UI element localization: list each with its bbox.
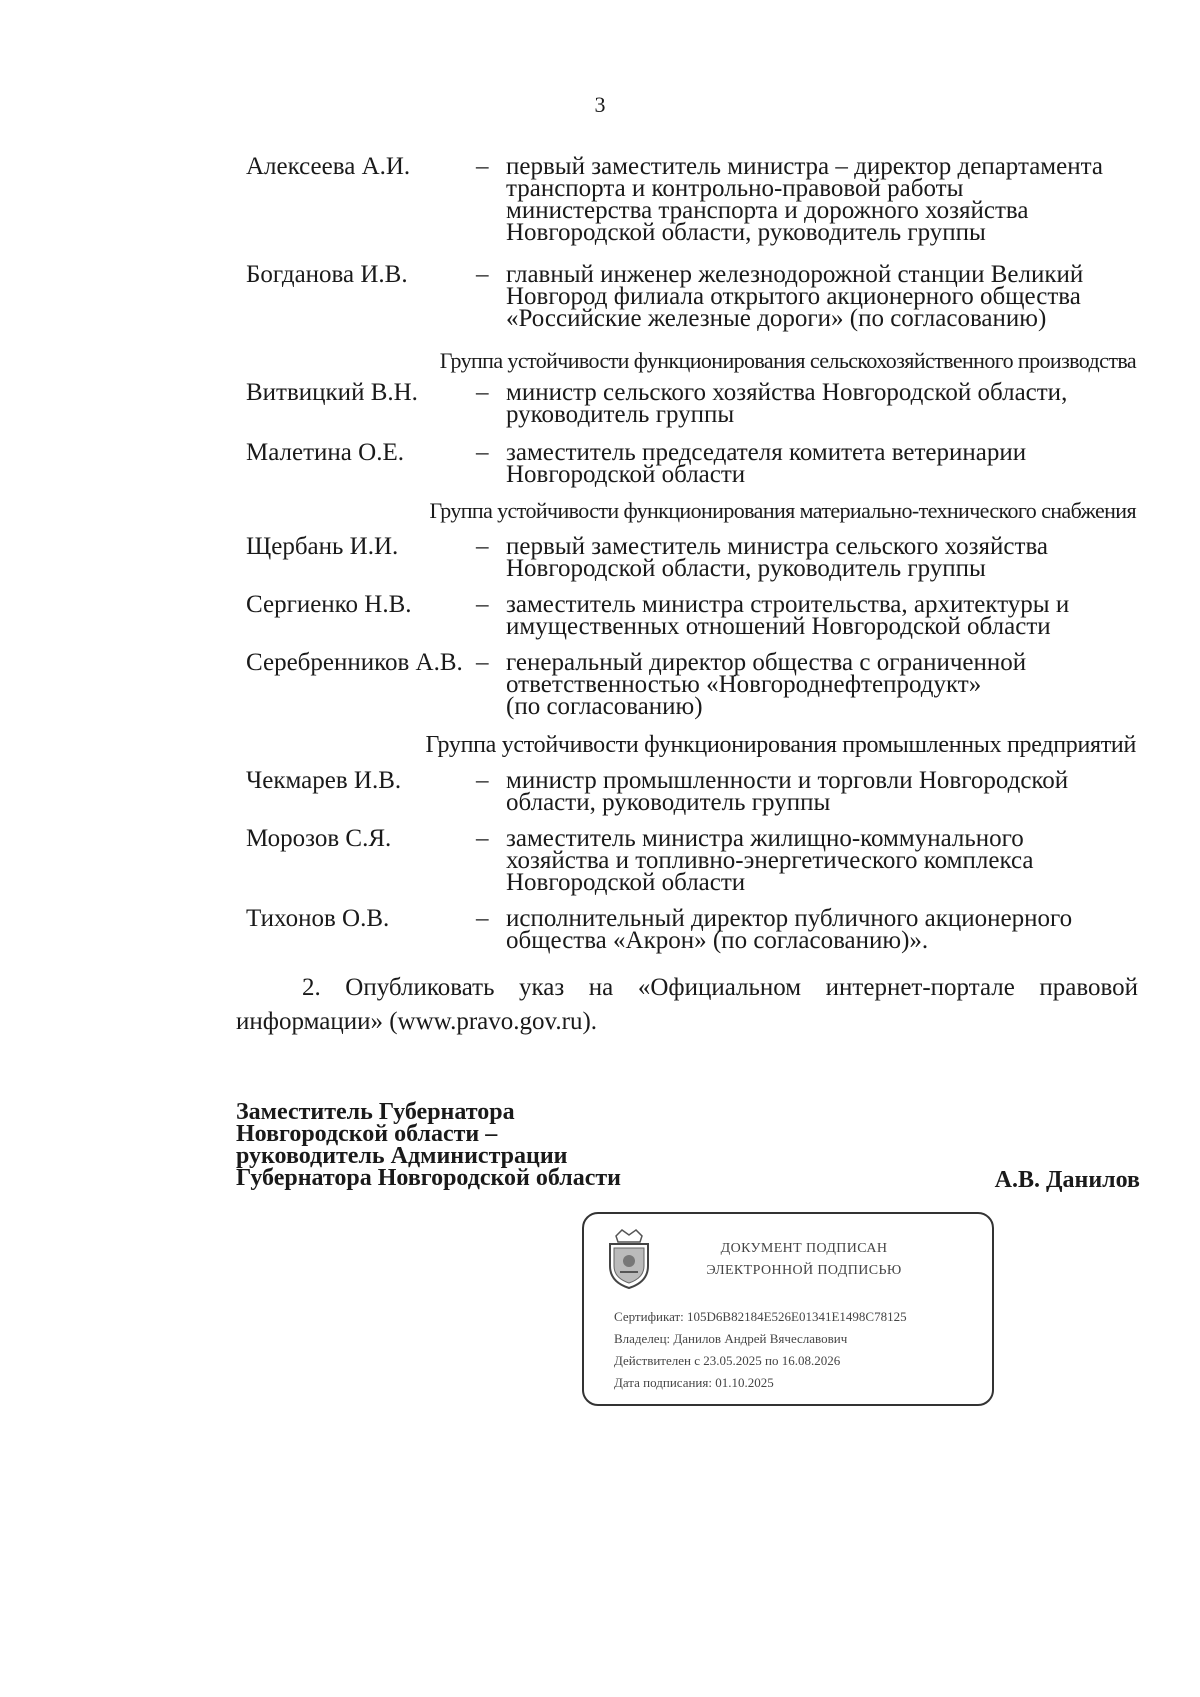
electronic-signature-stamp bbox=[582, 1212, 994, 1406]
member-entry bbox=[246, 533, 1136, 582]
member-role: министр промышленности и торговли Новгородской области, руководитель группы bbox=[506, 767, 1069, 816]
coat-of-arms-icon bbox=[602, 1226, 656, 1292]
member-entry bbox=[246, 649, 1136, 720]
member-name: Тихонов О.В. bbox=[246, 905, 390, 932]
member-dash: – bbox=[476, 825, 489, 852]
member-role: заместитель председателя комитета ветеринарии Новгородской области bbox=[506, 439, 1027, 488]
member-name: Богданова И.В. bbox=[246, 261, 408, 288]
member-name: Витвицкий В.Н. bbox=[246, 379, 418, 406]
member-role: исполнительный директор публичного акционерного общества «Акрон» (по согласованию)». bbox=[506, 905, 1073, 954]
group-heading: Группа устойчивости функционирования сельскохозяйственного производства bbox=[439, 348, 1136, 373]
member-name: Малетина О.Е. bbox=[246, 439, 404, 466]
member-name: Сергиенко Н.В. bbox=[246, 591, 412, 618]
member-role: первый заместитель министра сельского хозяйства Новгородской области, руководитель группы bbox=[506, 533, 1049, 582]
group-heading: Группа устойчивости функционирования промышленных предприятий bbox=[425, 732, 1136, 758]
member-dash: – bbox=[476, 379, 489, 406]
member-entry bbox=[246, 905, 1136, 954]
stamp-signed-date: Дата подписания: 01.10.2025 bbox=[614, 1375, 774, 1390]
member-name: Щербань И.И. bbox=[246, 533, 399, 560]
member-role: заместитель министра строительства, архитектуры и имущественных отношений Новгородской области bbox=[506, 591, 1070, 640]
member-name: Чекмарев И.В. bbox=[246, 767, 402, 794]
page-number: 3 bbox=[594, 92, 606, 117]
member-dash: – bbox=[476, 439, 489, 466]
member-dash: – bbox=[476, 153, 489, 180]
member-dash: – bbox=[476, 767, 489, 794]
member-entry bbox=[246, 767, 1136, 816]
member-entry bbox=[246, 439, 1136, 488]
member-role: генеральный директор общества с ограниченной ответственностью «Новгороднефтепродукт» (по согласованию) bbox=[506, 649, 1027, 720]
member-entry bbox=[246, 825, 1136, 896]
member-role: заместитель министра жилищно-коммунального хозяйства и топливно-энергетического комплекса Новгородской области bbox=[506, 825, 1034, 896]
member-role: главный инженер железнодорожной станции Великий Новгород филиала открытого акционерного общества «Российские железные дороги» (по согласованию) bbox=[506, 261, 1084, 332]
member-entry bbox=[246, 153, 1136, 246]
member-entry bbox=[246, 379, 1136, 428]
member-dash: – bbox=[476, 905, 489, 932]
member-role: первый заместитель министра – директор департамента транспорта и контрольно-правовой работы министерства транспорта и дорожного хозяйства Новгородской области, руководитель группы bbox=[506, 153, 1103, 246]
signer-name: А.В. Данилов bbox=[994, 1167, 1140, 1193]
member-role: министр сельского хозяйства Новгородской области, руководитель группы bbox=[506, 379, 1068, 428]
publication-paragraph: 2. Опубликовать указ на «Официальном интернет-портале правовой информации» (www.pravo.gov.ru). bbox=[236, 974, 1138, 1035]
stamp-details bbox=[614, 1306, 907, 1394]
member-dash: – bbox=[476, 649, 489, 676]
member-name: Алексеева А.И. bbox=[246, 153, 411, 180]
group-heading: Группа устойчивости функционирования материально-технического снабжения bbox=[429, 498, 1136, 523]
member-name: Морозов С.Я. bbox=[246, 825, 392, 852]
member-entry bbox=[246, 591, 1136, 640]
member-dash: – bbox=[476, 261, 489, 288]
stamp-title: ДОКУМЕНТ ПОДПИСАН ЭЛЕКТРОННОЙ ПОДПИСЬЮ bbox=[706, 1241, 902, 1278]
member-dash: – bbox=[476, 591, 489, 618]
stamp-certificate: Сертификат: 105D6B82184E526E01341E1498C78125 bbox=[614, 1309, 907, 1324]
signer-position: Заместитель Губернатора Новгородской области – руководитель Администрации Губернатора Новгородской области bbox=[236, 1099, 622, 1191]
stamp-validity: Действителен с 23.05.2025 по 16.08.2026 bbox=[614, 1353, 841, 1368]
stamp-owner: Владелец: Данилов Андрей Вячеславович bbox=[614, 1331, 848, 1346]
member-name: Серебренников А.В. bbox=[246, 649, 463, 676]
member-dash: – bbox=[476, 533, 489, 560]
member-entry bbox=[246, 261, 1136, 332]
